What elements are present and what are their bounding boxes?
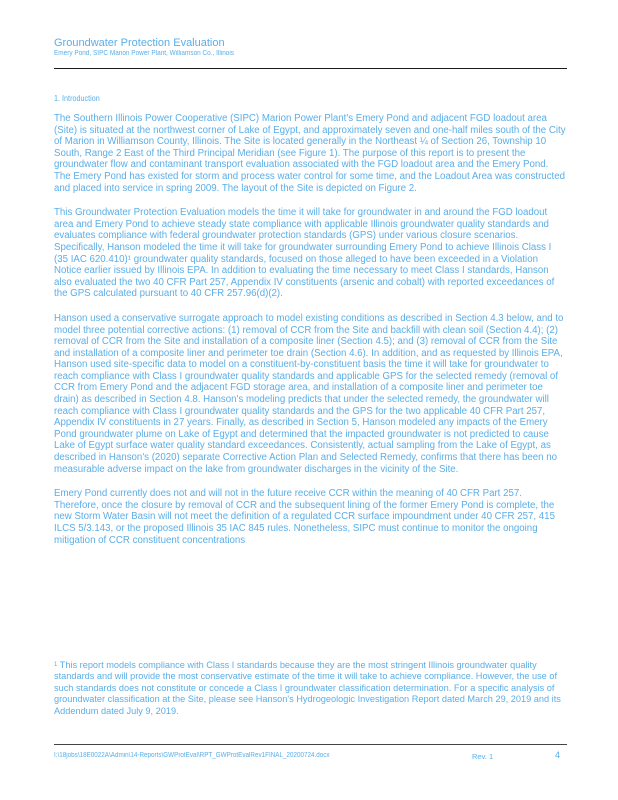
body-text (54, 113, 567, 546)
paragraph: Hanson used a conservative surrogate approach to model existing conditions as described in Section 4.3 below, and to model three potential corrective actions: (1) removal of CCR from the Site and backfill with clean soil (Section 4.4); (2) removal of CCR from the Site and installation of a composite liner (Section 4.5); and (3) removal of CCR from the Site and installation of a composite liner and perimeter toe drain (Section 4.6). In addition, and as requested by Illinois EPA, Hanson used site-specific data to model on a constituent-by-constituent basis the time it will take for groundwater to reach compliance with Class I groundwater quality standards and applicable GPS for the selected remedy (removal of CCR from Emery Pond and the adjacent FGD storage area, and installation of a composite liner and perimeter toe drain) as described in Section 4.8. Hanson's modeling predicts that under the selected remedy, the groundwater will reach compliance with Class I groundwater quality standards and the GPS for the two applicable 40 CFR Part 257, Appendix IV constituents in 27 years. Finally, as described in Section 5, Hanson modeled any impacts of the Emery Pond groundwater plume on Lake of Egypt and determined that the impacted groundwater is not predicted to cause Lake of Egypt surface water quality standard exceedances. Consistently, actual sampling from the Lake of Egypt, as described in Hanson's (2020) separate Corrective Action Plan and Selected Remedy, confirms that there has been no measurable adverse impact on the lake from groundwater discharges in the vicinity of the Site. (54, 312, 564, 475)
footnote-marker: 1 (54, 662, 58, 668)
section-heading: 1. Introduction (54, 93, 100, 103)
header-divider (54, 68, 567, 69)
paragraph: Emery Pond currently does not and will not in the future receive CCR within the meaning of 40 CFR Part 257. Therefore, once the closure by removal of CCR and the subsequent lining of the former Emery Pond is complete, the new Storm Water Basin will not meet the definition of a regulated CCR surface impoundment under 40 CFR 257, 415 ILCS 5/3.143, or the proposed Illinois 35 IAC 845 rules. Nonetheless, SIPC must continue to monitor the ongoing mitigation of CCR constituent concentrations (54, 488, 555, 546)
paragraph: The Southern Illinois Power Cooperative (SIPC) Marion Power Plant's Emery Pond and adjacent FGD loadout area (Site) is situated at the northwest corner of Lake of Egypt, and approximately seven and one-half miles south of the City of Marion in Williamson County, Illinois. The Site is located generally in the Northeast ¼ of Section 26, Township 10 South, Range 2 East of the Third Principal Meridian (see Figure 1). The purpose of this report is to present the groundwater flow and contaminant transport evaluation associated with the FGD loadout area and the Emery Pond. The Emery Pond has existed for storm and process water control for some time, and the Loadout Area was constructed and placed into service in spring 2009. The layout of the Site is depicted on Figure 2. (54, 113, 566, 194)
revision-label: Rev. 1 (472, 752, 494, 761)
page-number: 4 (555, 750, 561, 760)
report-subtitle: Emery Pond, SIPC Marion Power Plant, Williamson Co., Illinois (54, 50, 235, 57)
footer-divider (54, 744, 567, 745)
paragraph: This Groundwater Protection Evaluation models the time it will take for groundwater in and around the FGD loadout area and Emery Pond to achieve steady state compliance with applicable Illinois groundwater quality standards and evaluates compliance with federal groundwater protection standards (GPS) under various closure scenarios. Specifically, Hanson modeled the time it will take for groundwater surrounding Emery Pond to achieve Illinois Class I (35 IAC 620.410)¹ groundwater quality standards, focused on those alleged to have been exceeded in a Violation Notice earlier issued by Illinois EPA. In addition to evaluating the time necessary to meet Class I standards, Hanson also evaluated the two 40 CFR Part 257, Appendix IV constituents (arsenic and cobalt) with reported exceedances of the GPS calculated pursuant to 40 CFR 257.96(d)(2). (54, 207, 555, 300)
footnote (54, 660, 567, 717)
report-title: Groundwater Protection Evaluation (54, 37, 225, 49)
file-path: I:\18jobs\18E0022A\Admin\14-Reports\GWProtEval\RPT_GWProtEvalRev1FINAL_20200724.docx (54, 752, 330, 759)
footnote-text: This report models compliance with Class I standards because they are the most stringent Illinois groundwater quality standards and will provide the most conservative estimate of the time it will take to achieve compliance. However, the use of such standards does not constitute or concede a Class I groundwater classification determination. For a specific analysis of groundwater classification at the Site, please see Hanson's Hydrogeologic Investigation Report dated March 29, 2019 and its Addendum dated July 9, 2019. (54, 660, 561, 716)
